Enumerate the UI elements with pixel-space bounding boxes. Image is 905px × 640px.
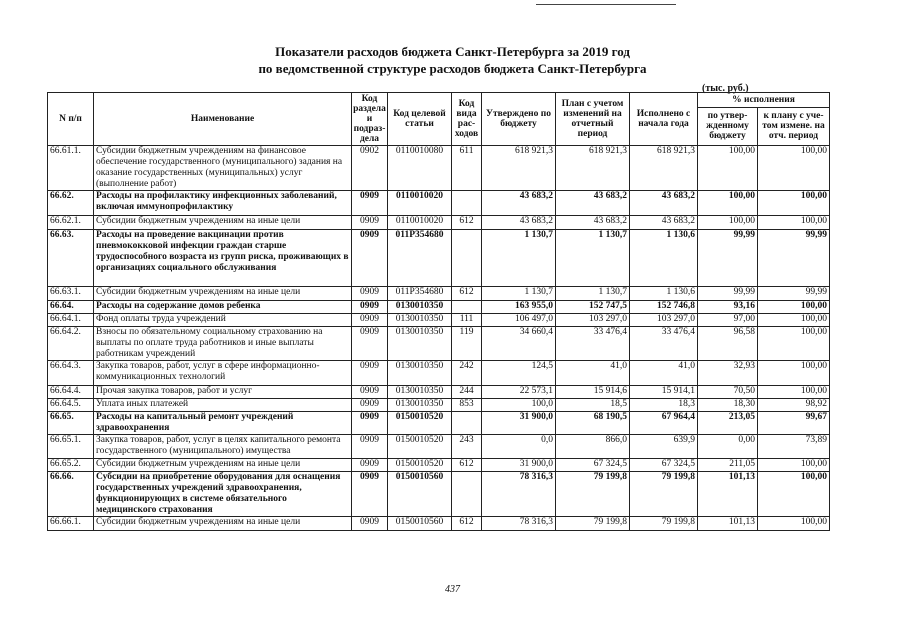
table-row (48, 216, 830, 230)
cell-kind: 242 (452, 361, 482, 386)
cell-executed: 152 746,8 (630, 301, 698, 314)
cell-kind (452, 412, 482, 435)
cell-executed: 18,3 (630, 399, 698, 412)
cell-kind (452, 472, 482, 517)
table-row (48, 146, 830, 191)
cell-target: 0150010560 (388, 472, 452, 517)
cell-plan: 67 324,5 (556, 459, 630, 472)
table-row (48, 459, 830, 472)
cell-plan: 79 199,8 (556, 517, 630, 531)
expenditure-table (47, 92, 830, 531)
cell-pct-budget: 97,00 (698, 314, 758, 327)
report-subtitle: по ведомственной структуре расходов бюджета Санкт-Петербурга (258, 61, 647, 76)
cell-pct-plan: 99,99 (758, 230, 830, 287)
cell-section: 0902 (352, 146, 388, 191)
report-title: Показатели расходов бюджета Санкт-Петербурга за 2019 год (275, 44, 630, 59)
cell-executed: 1 130,6 (630, 230, 698, 287)
cell-approved: 0,0 (482, 435, 556, 459)
cell-executed: 43 683,2 (630, 216, 698, 230)
cell-plan: 15 914,6 (556, 386, 630, 399)
cell-kind: 611 (452, 146, 482, 191)
table-row (48, 361, 830, 386)
cell-plan: 1 130,7 (556, 230, 630, 287)
cell-name: Закупка товаров, работ, услуг в сфере информационно-коммуникационных технологий (94, 361, 352, 386)
cell-pct-plan: 99,67 (758, 412, 830, 435)
cell-pct-plan: 99,99 (758, 287, 830, 301)
cell-approved: 43 683,2 (482, 216, 556, 230)
cell-plan: 68 190,5 (556, 412, 630, 435)
table-row (48, 301, 830, 314)
cell-section: 0909 (352, 435, 388, 459)
cell-num: 66.63.1. (48, 287, 94, 301)
table-row (48, 386, 830, 399)
col-header-executed: Исполнено с начала года (630, 93, 698, 146)
cell-num: 66.65.2. (48, 459, 94, 472)
cell-section: 0909 (352, 412, 388, 435)
cell-name: Расходы на профилактику инфекционных заболеваний, включая иммунопрофилактику (94, 191, 352, 216)
col-header-plan: План с учетом изменений на отчетный период (556, 93, 630, 146)
cell-section: 0909 (352, 287, 388, 301)
col-header-target: Код целевой статьи (388, 93, 452, 146)
table-row (48, 191, 830, 216)
cell-plan: 33 476,4 (556, 327, 630, 361)
cell-pct-budget: 100,00 (698, 191, 758, 216)
cell-target: 0110010020 (388, 216, 452, 230)
cell-name: Расходы на проведение вакцинации против пневмококковой инфекции граждан старше трудоспособного возраста из групп риска, проживающих в организациях социального обслуживания (94, 230, 352, 287)
cell-approved: 1 130,7 (482, 287, 556, 301)
cell-name: Закупка товаров, работ, услуг в целях капитального ремонта государственного (муниципального) имущества (94, 435, 352, 459)
cell-approved: 163 955,0 (482, 301, 556, 314)
cell-name: Субсидии на приобретение оборудования для оснащения государственных учреждений здравоохранения, функционирующих в системе обязательного медицинского страхования (94, 472, 352, 517)
cell-section: 0909 (352, 399, 388, 412)
cell-section: 0909 (352, 314, 388, 327)
cell-executed: 1 130,6 (630, 287, 698, 301)
cell-name: Расходы на содержание домов ребенка (94, 301, 352, 314)
cell-section: 0909 (352, 230, 388, 287)
cell-kind: 612 (452, 459, 482, 472)
cell-target: 0110010080 (388, 146, 452, 191)
cell-plan: 1 130,7 (556, 287, 630, 301)
table-row (48, 412, 830, 435)
cell-section: 0909 (352, 472, 388, 517)
cell-pct-budget: 18,30 (698, 399, 758, 412)
units-label: (тыс. руб.) (702, 83, 749, 94)
cell-kind (452, 301, 482, 314)
cell-kind (452, 230, 482, 287)
cell-pct-plan: 100,00 (758, 459, 830, 472)
cell-num: 66.62. (48, 191, 94, 216)
cell-pct-budget: 70,50 (698, 386, 758, 399)
cell-pct-budget: 99,99 (698, 230, 758, 287)
cell-pct-budget: 32,93 (698, 361, 758, 386)
table-row (48, 314, 830, 327)
cell-pct-budget: 0,00 (698, 435, 758, 459)
cell-target: 0130010350 (388, 399, 452, 412)
cell-kind: 612 (452, 517, 482, 531)
top-rule (536, 4, 676, 5)
cell-num: 66.63. (48, 230, 94, 287)
cell-executed: 79 199,8 (630, 517, 698, 531)
cell-section: 0909 (352, 301, 388, 314)
cell-approved: 78 316,3 (482, 517, 556, 531)
cell-plan: 43 683,2 (556, 191, 630, 216)
cell-pct-budget: 100,00 (698, 216, 758, 230)
cell-name: Прочая закупка товаров, работ и услуг (94, 386, 352, 399)
cell-kind: 243 (452, 435, 482, 459)
table-row (48, 435, 830, 459)
cell-approved: 31 900,0 (482, 459, 556, 472)
cell-pct-budget: 211,05 (698, 459, 758, 472)
cell-section: 0909 (352, 327, 388, 361)
cell-name: Уплата иных платежей (94, 399, 352, 412)
cell-name: Субсидии бюджетным учреждениям на иные цели (94, 287, 352, 301)
cell-plan: 866,0 (556, 435, 630, 459)
cell-pct-plan: 100,00 (758, 301, 830, 314)
cell-target: 0130010350 (388, 314, 452, 327)
cell-section: 0909 (352, 386, 388, 399)
cell-section: 0909 (352, 191, 388, 216)
cell-plan: 152 747,5 (556, 301, 630, 314)
col-header-section: Код раздела и подраз-дела (353, 94, 386, 144)
cell-pct-plan: 100,00 (758, 146, 830, 191)
cell-kind: 111 (452, 314, 482, 327)
cell-section: 0909 (352, 216, 388, 230)
col-header-name: Наименование (94, 93, 352, 146)
cell-pct-plan: 100,00 (758, 517, 830, 531)
cell-approved: 124,5 (482, 361, 556, 386)
cell-target: 0150010560 (388, 517, 452, 531)
cell-executed: 67 324,5 (630, 459, 698, 472)
cell-target: 0130010350 (388, 327, 452, 361)
cell-pct-plan: 100,00 (758, 191, 830, 216)
cell-executed: 33 476,4 (630, 327, 698, 361)
cell-kind (452, 191, 482, 216)
cell-executed: 79 199,8 (630, 472, 698, 517)
cell-num: 66.64. (48, 301, 94, 314)
cell-approved: 34 660,4 (482, 327, 556, 361)
cell-executed: 618 921,3 (630, 146, 698, 191)
cell-pct-budget: 96,58 (698, 327, 758, 361)
cell-approved: 106 497,0 (482, 314, 556, 327)
cell-target: 0150010520 (388, 459, 452, 472)
cell-approved: 31 900,0 (482, 412, 556, 435)
cell-name: Субсидии бюджетным учреждениям на иные цели (94, 517, 352, 531)
cell-approved: 1 130,7 (482, 230, 556, 287)
cell-name: Взносы по обязательному социальному страхованию на выплаты по оплате труда работников и иные выплаты работникам учреждений (94, 327, 352, 361)
cell-num: 66.64.4. (48, 386, 94, 399)
cell-executed: 15 914,1 (630, 386, 698, 399)
cell-name: Субсидии бюджетным учреждениям на финансовое обеспечение государственного (муниципального) задания на оказание государственных (муниципальных) услуг (выполнение работ) (94, 146, 352, 191)
col-header-kind: Код вида рас-ходов (452, 93, 482, 146)
cell-target: 0150010520 (388, 412, 452, 435)
cell-approved: 618 921,3 (482, 146, 556, 191)
cell-approved: 43 683,2 (482, 191, 556, 216)
cell-kind: 244 (452, 386, 482, 399)
cell-target: 0130010350 (388, 301, 452, 314)
cell-pct-budget: 99,99 (698, 287, 758, 301)
col-header-pct-plan: к плану с уче-том измене. на отч. период (758, 107, 830, 145)
cell-num: 66.64.1. (48, 314, 94, 327)
cell-pct-plan: 100,00 (758, 327, 830, 361)
cell-pct-plan: 73,89 (758, 435, 830, 459)
cell-plan: 41,0 (556, 361, 630, 386)
col-header-pct-group: % исполнения (698, 93, 830, 108)
cell-approved: 22 573,1 (482, 386, 556, 399)
col-header-pct-budget: по утвер-жденному бюджету (698, 107, 758, 145)
cell-num: 66.64.2. (48, 327, 94, 361)
table-row (48, 287, 830, 301)
cell-num: 66.64.3. (48, 361, 94, 386)
cell-executed: 103 297,0 (630, 314, 698, 327)
cell-pct-plan: 100,00 (758, 472, 830, 517)
cell-pct-plan: 100,00 (758, 361, 830, 386)
cell-executed: 41,0 (630, 361, 698, 386)
cell-kind: 612 (452, 287, 482, 301)
table-row (48, 472, 830, 517)
cell-num: 66.65.1. (48, 435, 94, 459)
cell-target: 0130010350 (388, 361, 452, 386)
cell-name: Субсидии бюджетным учреждениям на иные цели (94, 459, 352, 472)
cell-num: 66.66. (48, 472, 94, 517)
cell-section: 0909 (352, 459, 388, 472)
cell-plan: 43 683,2 (556, 216, 630, 230)
cell-kind: 853 (452, 399, 482, 412)
cell-name: Расходы на капитальный ремонт учреждений здравоохранения (94, 412, 352, 435)
cell-pct-budget: 101,13 (698, 517, 758, 531)
cell-kind: 119 (452, 327, 482, 361)
cell-plan: 618 921,3 (556, 146, 630, 191)
col-header-approved: Утверждено по бюджету (482, 93, 556, 146)
cell-plan: 18,5 (556, 399, 630, 412)
cell-target: 0110010020 (388, 191, 452, 216)
cell-executed: 639,9 (630, 435, 698, 459)
cell-num: 66.65. (48, 412, 94, 435)
cell-pct-budget: 100,00 (698, 146, 758, 191)
cell-kind: 612 (452, 216, 482, 230)
cell-num: 66.64.5. (48, 399, 94, 412)
cell-executed: 67 964,4 (630, 412, 698, 435)
cell-pct-plan: 100,00 (758, 314, 830, 327)
cell-target: 0150010520 (388, 435, 452, 459)
col-header-num: N п/п (48, 93, 94, 146)
cell-approved: 100,0 (482, 399, 556, 412)
cell-num: 66.61.1. (48, 146, 94, 191)
table-row (48, 327, 830, 361)
cell-section: 0909 (352, 361, 388, 386)
cell-plan: 103 297,0 (556, 314, 630, 327)
cell-name: Субсидии бюджетным учреждениям на иные цели (94, 216, 352, 230)
cell-num: 66.62.1. (48, 216, 94, 230)
page-number: 437 (445, 584, 460, 595)
table-row (48, 517, 830, 531)
cell-pct-budget: 101,13 (698, 472, 758, 517)
cell-target: 011P354680 (388, 230, 452, 287)
cell-approved: 78 316,3 (482, 472, 556, 517)
cell-name: Фонд оплаты труда учреждений (94, 314, 352, 327)
table-row (48, 399, 830, 412)
cell-pct-plan: 100,00 (758, 216, 830, 230)
cell-plan: 79 199,8 (556, 472, 630, 517)
cell-section: 0909 (352, 517, 388, 531)
cell-pct-budget: 213,05 (698, 412, 758, 435)
cell-num: 66.66.1. (48, 517, 94, 531)
cell-pct-plan: 100,00 (758, 386, 830, 399)
table-body (48, 146, 830, 531)
cell-target: 0130010350 (388, 386, 452, 399)
cell-pct-budget: 93,16 (698, 301, 758, 314)
cell-pct-plan: 98,92 (758, 399, 830, 412)
cell-executed: 43 683,2 (630, 191, 698, 216)
cell-target: 011P354680 (388, 287, 452, 301)
table-row (48, 230, 830, 287)
